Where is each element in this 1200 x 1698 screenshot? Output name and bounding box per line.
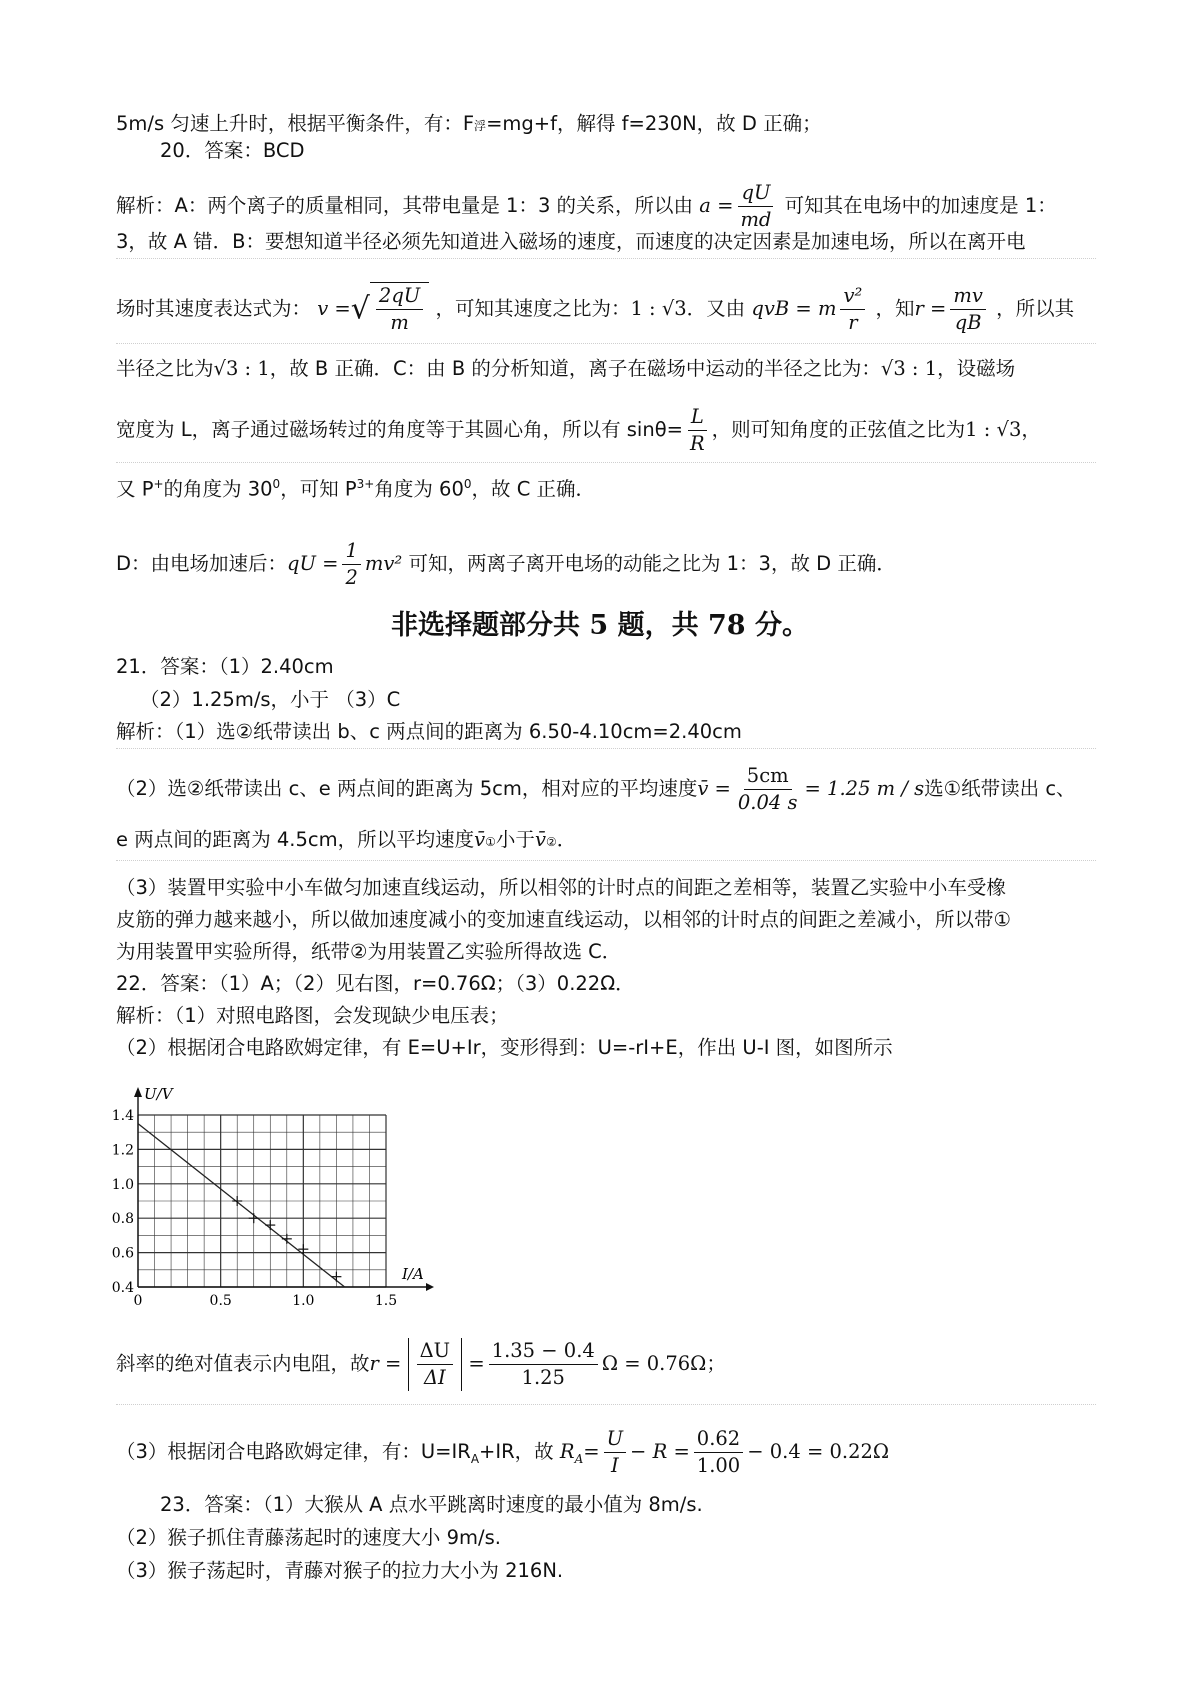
q20-analysis-g: D：由电场加速后：qU = $\frac{1}{2}$ mv² 可知，两离子离开电场的动能之比为 1：3，故 D 正确．	[116, 539, 896, 589]
data-point	[331, 1272, 341, 1282]
chart-points	[138, 1124, 345, 1287]
dotted-rule	[116, 462, 1096, 463]
x-tick-label: 1.5	[374, 1293, 398, 1309]
q22-analysis-1: 解析：（1）对照电路图，会发现缺少电压表；	[116, 1004, 509, 1027]
chart-axes	[134, 1085, 434, 1291]
q20-analysis-a: 解析：A：两个离子的质量相同，其带电量是 1：3 的关系，所以由 a = $\frac{qU}{md}$ 可知其在电场中的加速度是 1：	[116, 181, 1057, 231]
x-tick-label: 0.5	[209, 1293, 232, 1309]
data-point	[249, 1213, 259, 1223]
q20-analysis-d: 半径之比为√3 : 1，故 B 正确．C：由 B 的分析知道，离子在磁场中运动的半径之比为：√3 : 1，设磁场	[116, 357, 1016, 380]
q21-analysis-2: （2）选②纸带读出 c、e 两点间的距离为 5cm，相对应的平均速度v̄ = $\frac{5cm}{0.04 s}$ = 1.25 m / s选①纸带读出 c、	[116, 764, 1076, 814]
x-axis-arrow	[426, 1283, 434, 1291]
y-tick-label: 1.0	[111, 1176, 134, 1193]
q21-answer-2: （2）1.25m/s，小于 （3）C	[140, 688, 401, 711]
q20-answer: 20．答案：BCD	[160, 139, 305, 162]
dotted-rule	[116, 1404, 1096, 1405]
q21-analysis-4: （3）装置甲实验中小车做匀加速直线运动，所以相邻的计时点的间距之差相等，装置乙实验中小车受橡	[116, 876, 1006, 899]
y-tick-label: 0.4	[111, 1280, 134, 1296]
q22-analysis-4: （3）根据闭合电路欧姆定律，有：$U=IR_A+IR$，故 $R_A=$ $\frac{U}{I}$ − R = $\frac{0.62}{1.00}$ − 0.4 = 0.22Ω	[116, 1427, 890, 1477]
q20-analysis-e: 宽度为 L，离子通过磁场转过的角度等于其圆心角，所以有 sinθ= $\frac{L}{R}$ ，则可知角度的正弦值之比为1 : √3，	[116, 405, 1041, 455]
section-title: 非选择题部分共 5 题，共 78 分。	[391, 610, 809, 641]
q23-answer-2: （2）猴子抓住青藤荡起时的速度大小 9m/s.	[116, 1526, 501, 1549]
q22-answer: 22．答案：（1）A；（2）见右图，r=0.76Ω；（3）0.22Ω．	[116, 972, 635, 995]
q23-answer-1: 23．答案：（1）大猴从 A 点水平跳离时速度的最小值为 8m/s.	[160, 1493, 703, 1516]
q21-analysis-6: 为用装置甲实验所得，纸带②为用装置乙实验所得故选 C．	[116, 940, 622, 963]
y-tick-label: 1.4	[111, 1108, 134, 1124]
q22-analysis-3: 斜率的绝对值表示内电阻，故r = $\frac{\Delta U}{\Delta I}$ = $\frac{1.35 - 0.4}{1.25}$ Ω = 0.76Ω；	[116, 1339, 726, 1389]
data-point	[265, 1220, 275, 1230]
x-axis-label: I/A	[402, 1265, 424, 1283]
x-tick-label: 1.0	[292, 1293, 315, 1309]
chart-grid	[138, 1115, 386, 1287]
y-axis-arrow	[134, 1087, 142, 1097]
line-1: 5m/s 匀速上升时，根据平衡条件，有：F浮=mg+f，解得 f=230N，故 D 正确；	[116, 112, 822, 135]
q23-answer-3: （3）猴子荡起时，青藤对猴子的拉力大小为 216N.	[116, 1559, 564, 1582]
q21-analysis-1: 解析：（1）选②纸带读出 b、c 两点间的距离为 6.50-4.10cm=2.40cm	[116, 720, 742, 743]
u-i-chart	[106, 1075, 446, 1315]
y-tick-label: 0.8	[111, 1211, 134, 1228]
y-axis-label: U/V	[144, 1085, 173, 1103]
q20-analysis-b: 3，故 A 错．B：要想知道半径必须先知道进入磁场的速度，而速度的决定因素是加速电场，所以在离开电	[116, 230, 1026, 253]
q21-analysis-5: 皮筋的弹力越来越小，所以做加速度减小的变加速直线运动，以相邻的计时点的间距之差减小，所以带①	[116, 908, 1011, 931]
dotted-rule	[116, 258, 1096, 259]
x-tick-label: 0	[133, 1293, 143, 1309]
fit-line	[138, 1124, 345, 1287]
dotted-rule	[116, 748, 1096, 749]
dotted-rule	[116, 343, 1096, 344]
q20-analysis-f: 又 P+的角度为 $30^0$，可知 $P^{3+}$角度为 $60^0$，故 C 正确．	[116, 477, 596, 501]
q21-analysis-3: e 两点间的距离为 4.5cm，所以平均速度v̄①小于v̄②．	[116, 828, 577, 851]
q22-analysis-2: （2）根据闭合电路欧姆定律，有 E=U+Ir，变形得到：U=-rI+E，作出 U-I 图，如图所示	[116, 1036, 893, 1059]
y-tick-label: 0.6	[111, 1245, 134, 1262]
y-tick-label: 1.2	[111, 1142, 134, 1159]
dotted-rule	[116, 860, 1096, 861]
q21-answer: 21．答案：（1）2.40cm	[116, 655, 334, 678]
q20-analysis-c: 场时其速度表达式为： v =√ $\frac{2qU}{m}$ ，可知其速度之比为：1 : √3．又由 qvB = m $\frac{\text{v²}}{r}$ ，知r = $\frac{mv}{qB}$ ，所以其	[116, 284, 1075, 334]
